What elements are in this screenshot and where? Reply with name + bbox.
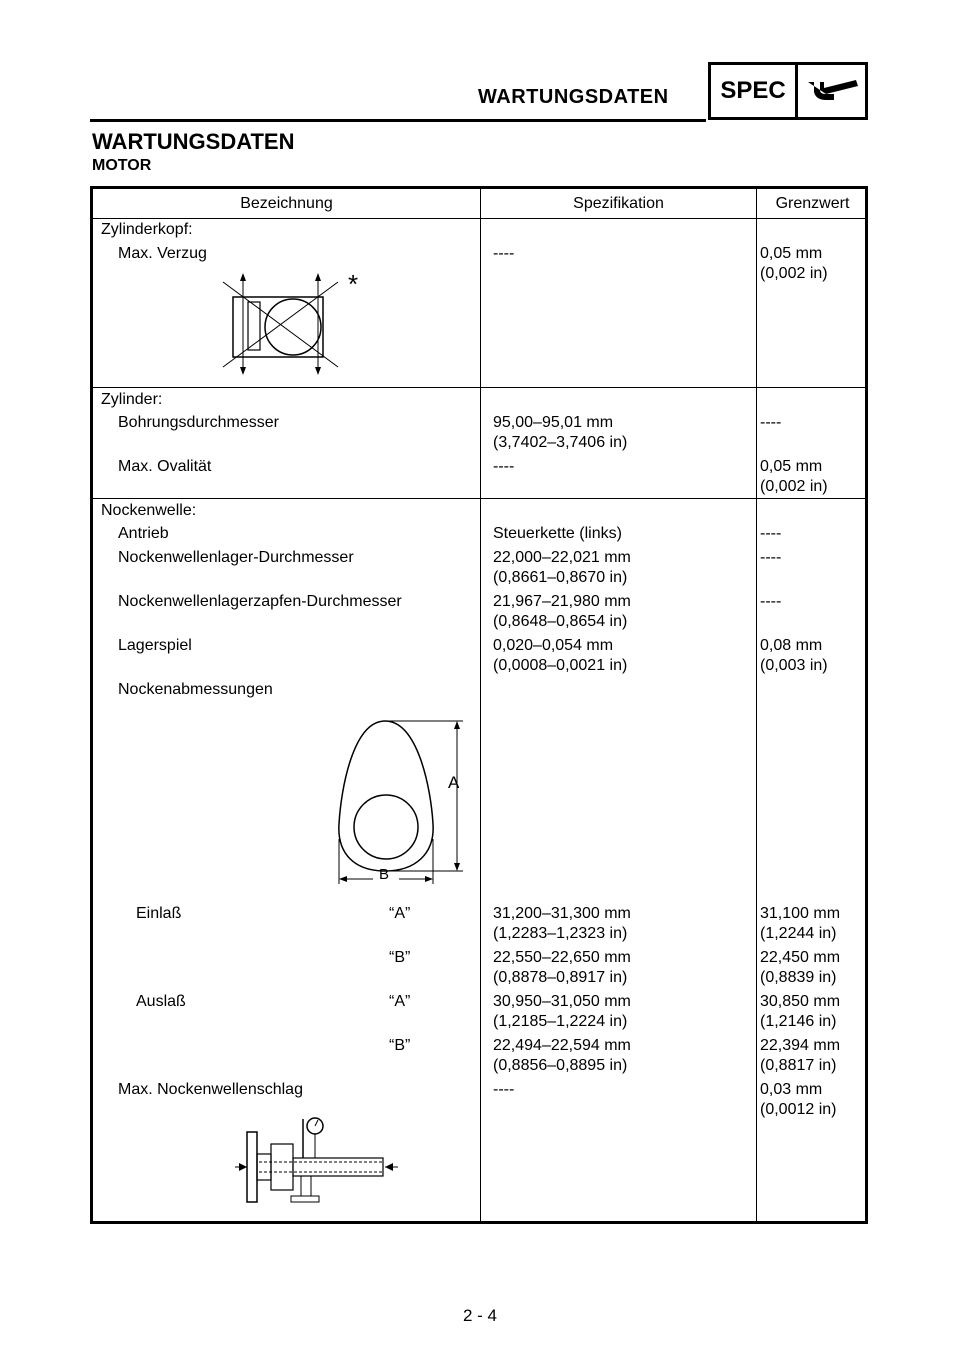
item-label: Max. Nockenwellenschlag — [118, 1081, 303, 1098]
svg-text:*: * — [348, 269, 359, 299]
item-spec: 22,494–22,594 mm — [493, 1037, 631, 1054]
item-spec: (1,2283–1,2323 in) — [493, 925, 628, 942]
spec-badge — [708, 62, 868, 120]
item-spec: 30,950–31,050 mm — [493, 993, 631, 1010]
column-header: Spezifikation — [573, 195, 664, 212]
item-spec: (0,8648–0,8654 in) — [493, 613, 628, 630]
item-limit: 22,394 mm — [760, 1037, 841, 1054]
item-label: Max. Verzug — [118, 245, 207, 262]
item-limit: 0,03 mm — [760, 1081, 823, 1098]
item-mark: “B” — [389, 949, 411, 966]
item-label: Nockenabmessungen — [118, 681, 273, 698]
item-limit: (1,2244 in) — [760, 925, 837, 942]
item-spec: ---- — [493, 458, 515, 475]
item-mark: “B” — [389, 1037, 411, 1054]
item-limit: 31,100 mm — [760, 905, 841, 922]
item-label: Antrieb — [118, 525, 169, 542]
item-mark: “A” — [389, 993, 411, 1010]
item-spec: 22,550–22,650 mm — [493, 949, 631, 966]
item-spec: 22,000–22,021 mm — [493, 549, 631, 566]
item-spec: (1,2185–1,2224 in) — [493, 1013, 628, 1030]
header-rule — [90, 119, 706, 122]
cylinder-head-warp-diagram — [213, 267, 373, 377]
section-heading: MOTOR — [92, 157, 152, 174]
item-limit: (1,2146 in) — [760, 1013, 837, 1030]
item-spec: 0,020–0,054 mm — [493, 637, 614, 654]
item-spec: 31,200–31,300 mm — [493, 905, 631, 922]
col-divider — [756, 189, 757, 1221]
item-spec: (0,8856–0,8895 in) — [493, 1057, 628, 1074]
item-label: Bohrungsdurchmesser — [118, 414, 279, 431]
item-label: Max. Ovalität — [118, 458, 212, 475]
item-spec: 95,00–95,01 mm — [493, 414, 614, 431]
item-spec: (3,7402–3,7406 in) — [493, 434, 628, 451]
row-divider — [93, 498, 865, 499]
item-spec: (0,8661–0,8670 in) — [493, 569, 628, 586]
col-divider — [480, 189, 481, 1221]
header-title: WARTUNGSDATEN — [478, 86, 669, 108]
row-divider — [93, 218, 865, 219]
item-label: Nockenwellenlager-Durchmesser — [118, 549, 354, 566]
column-header: Grenzwert — [775, 195, 850, 212]
item-limit: (0,003 in) — [760, 657, 828, 674]
item-limit: (0,0012 in) — [760, 1101, 837, 1118]
item-limit: (0,002 in) — [760, 265, 828, 282]
item-limit: (0,002 in) — [760, 478, 828, 495]
item-label: Lagerspiel — [118, 637, 192, 654]
page-number: 2 - 4 — [462, 1306, 498, 1325]
item-label: Auslaß — [136, 993, 186, 1010]
group-heading: Zylinder: — [101, 391, 163, 408]
item-label: Nockenwellenlagerzapfen-Durchmesser — [118, 593, 402, 610]
item-spec: ---- — [493, 1081, 515, 1098]
item-limit: ---- — [760, 593, 782, 610]
group-heading: Zylinderkopf: — [101, 221, 193, 238]
item-limit: (0,8839 in) — [760, 969, 837, 986]
spec-label: SPEC — [711, 65, 798, 117]
camshaft-runout-diagram — [233, 1114, 413, 1214]
item-limit: 22,450 mm — [760, 949, 841, 966]
item-limit: 0,05 mm — [760, 245, 823, 262]
column-header: Bezeichnung — [240, 195, 333, 212]
caliper-icon — [798, 65, 865, 117]
row-divider — [93, 387, 865, 388]
cam-lobe-diagram — [323, 709, 473, 884]
item-spec: (0,0008–0,0021 in) — [493, 657, 628, 674]
item-mark: “A” — [389, 905, 411, 922]
item-limit: ---- — [760, 414, 782, 431]
item-limit: (0,8817 in) — [760, 1057, 837, 1074]
item-limit: ---- — [760, 549, 782, 566]
dimension-label-b: B — [379, 866, 390, 883]
spec-table — [90, 186, 868, 1224]
item-label: Einlaß — [136, 905, 182, 922]
item-spec: ---- — [493, 245, 515, 262]
item-spec: Steuerkette (links) — [493, 525, 622, 542]
dimension-label-a: A — [448, 773, 460, 792]
item-limit: 0,05 mm — [760, 458, 823, 475]
item-spec: (0,8878–0,8917 in) — [493, 969, 628, 986]
item-limit: 0,08 mm — [760, 637, 823, 654]
group-heading: Nockenwelle: — [101, 502, 197, 519]
page-title: WARTUNGSDATEN — [92, 129, 295, 154]
item-limit: 30,850 mm — [760, 993, 841, 1010]
item-spec: 21,967–21,980 mm — [493, 593, 631, 610]
item-limit: ---- — [760, 525, 782, 542]
